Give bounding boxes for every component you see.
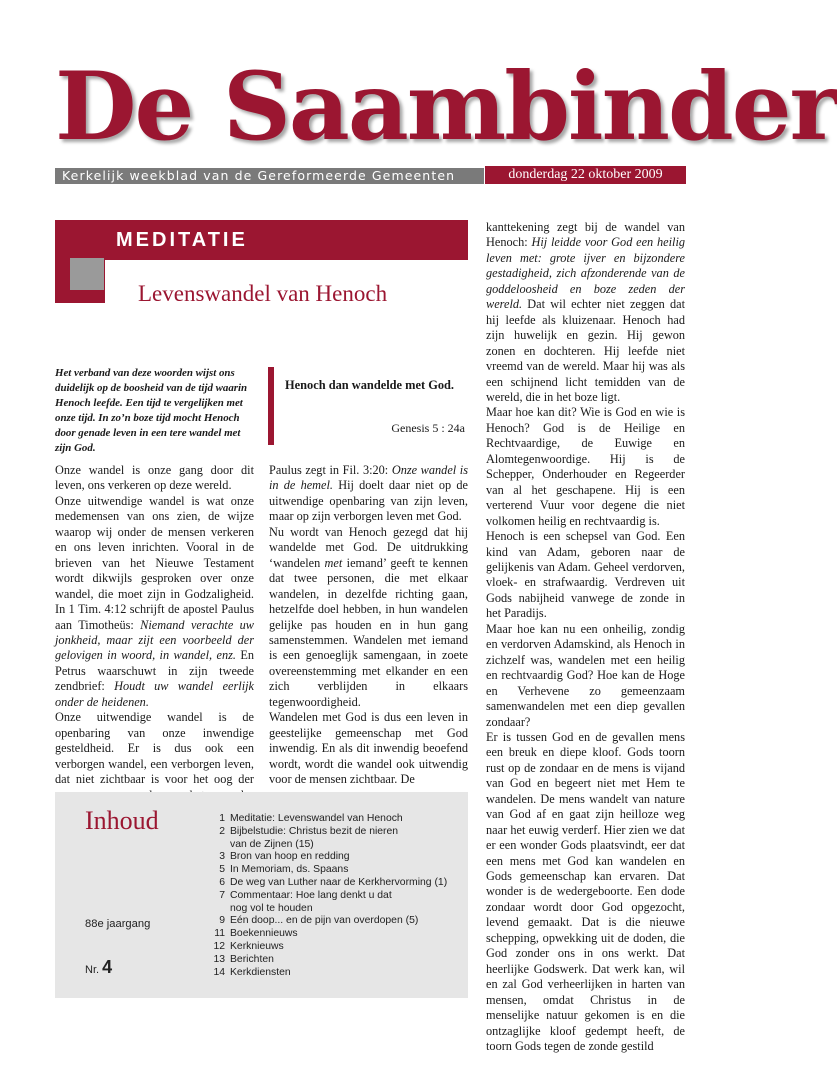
italic-quote-text: Onze wandel is in de hemel.: [269, 463, 468, 493]
contents-item-text: Bron van hoop en redding: [230, 851, 350, 863]
contents-item-text: Boekennieuws: [230, 928, 298, 940]
issue-number: [85, 957, 112, 978]
contents-item: [212, 813, 462, 826]
issue-number-label: Nr.: [85, 964, 100, 976]
issue-number-value: 4: [102, 957, 113, 977]
contents-page-number: 2: [219, 825, 225, 837]
italic-quote-text: met: [324, 555, 343, 570]
italic-quote-text: Houdt uw wandel eerlijk onder de heidenen.: [55, 679, 254, 709]
contents-page-number: 11: [214, 928, 225, 940]
body-paragraph: [486, 622, 685, 730]
article-title: Levenswandel van Henoch: [138, 281, 388, 306]
contents-page-number: 6: [219, 876, 225, 888]
contents-item-text: In Memoriam, ds. Spaans: [230, 864, 349, 876]
masthead-title: De Saambinder: [55, 52, 837, 162]
contents-item: [212, 826, 462, 852]
paragraph-text: Onze wandel is onze gang door dit leven, ons verkeren op deze wereld.: [55, 463, 254, 493]
body-column-1: [55, 463, 254, 818]
contents-item-text: Bijbelstudie: Christus bezit de nieren: [230, 825, 399, 837]
contents-item-text: Kerknieuws: [230, 940, 284, 952]
quote-accent-bar: [268, 367, 274, 445]
paragraph-text: Maar hoe kan nu een onheilig, zondig en verdorven Adamskind, als Henoch in zichzelf was, wandelen met een heilig en rechtvaardig God? Hoe kan de Hoge en Verhevene zo gemeenzaam samenwandelen met een diep gevallen zondaar?: [486, 621, 685, 729]
body-paragraph: [269, 463, 468, 525]
body-column-2: [269, 463, 468, 788]
contents-item: [212, 954, 462, 967]
paragraph-text: Onze uitwendige wandel is de openbaring van onze inwendige gesteldheid. Er is dus ook een verborgen wandel, een verborgen leven, dat niet zichtbaar is voor het oog der: [55, 710, 254, 787]
section-label: MEDITATIE: [116, 229, 248, 251]
paragraph-text: kanttekening zegt bij de wandel van Henoch:: [486, 220, 685, 250]
decor-square-grey: [70, 258, 104, 290]
paragraph-text: En Petrus waarschuwt in zijn tweede zendbrief:: [55, 648, 254, 694]
paragraph-text: Paulus zegt in Fil. 3:20:: [269, 463, 392, 477]
paragraph-text: Henoch is een schepsel van God. Een kind van Adam, geboren naar de gelijkenis van Adam. Geheel verdorven, vloek- en strafwaardig. Verdreven uit Gods nabijheid vanwege de zonde in het Paradijs.: [486, 529, 685, 621]
body-paragraph: [486, 405, 685, 529]
contents-item-text: Meditatie: Levenswandel van Henoch: [230, 813, 403, 824]
paragraph-text: Wandelen met God is dus een leven in geestelijke gemeenschap met God inwendig. En als dit inwendig beoefend wordt, wordt die wandel ook uitwendig voor de mensen zichtbaar. De: [269, 710, 468, 787]
contents-item-text: De weg van Luther naar de Kerkhervorming (1): [230, 876, 448, 888]
contents-item: [212, 864, 462, 877]
contents-page-number: 5: [219, 864, 225, 876]
contents-item: [212, 890, 462, 916]
scripture-quote: Henoch dan wandelde met God.: [285, 378, 455, 392]
body-paragraph: [486, 529, 685, 622]
contents-page-number: 13: [213, 953, 225, 965]
contents-page-number: 14: [213, 966, 225, 978]
contents-list: [212, 813, 462, 979]
contents-item: [212, 928, 462, 941]
body-column-3: [486, 220, 685, 1054]
paragraph-text: Onze uitwendige wandel is wat onze medemensen van ons zien, de wijze waarop wij onder de mensen verkeren en ons leven inrichten. Vooral in de brieven van het Nieuwe Testament wordt dikwijls gesproken over onze wandel, die moet zijn in Godzaligheid. In 1 Tim. 4:12 schrijft de apostel Paulus aan Timotheüs:: [55, 493, 254, 632]
contents-item-text: Commentaar: Hoe lang denkt u dat: [230, 889, 392, 901]
paragraph-text: iemand’ geeft te kennen dat twee personen, die met elkaar wandelen, in dezelfde richting gaan, hetzelfde doel hebben, in hun wandelen gelijke pas houden en in hun gang samenstemmen. Wandelen met iemand is een genoeglijk samengaan, in zoete overeenstemming met elkander en een zich verblijden in elkaars tegenwoordigheid.: [269, 555, 468, 709]
issue-date: donderdag 22 oktober 2009: [508, 167, 663, 182]
paragraph-text: Er is tussen God en de gevallen mens een breuk en diepe kloof. Gods toorn rust op de zondaar en de mens is vijand van God en begeert niet met Hem te wandelen. De mens wandelt van nature van God af en gaat zijn heilloze weg naar het euwig verderf. Hier zien we dat er een wonder Gods plaatsvindt, eer dat een mens met God kan wandelen en Gods gemeenschap kan ervaren. Dat wonder is de wedergeboorte. Een dode zondaar wordt door God opgezocht, levend gemaakt. Dat is die nieuwe schepping, opwekking uit de doden, die God zonder ons in ons werkt. Dat heerlijke Godswerk. Dat werk kan, wil en zal God verheerlijken in harten van mensen, omdat Christus in de menselijke natuur gekomen is en die ontzaglijke kloof gedempt heeft, de toorn Gods tegen de zonde gestild: [486, 729, 685, 1054]
scripture-reference: Genesis 5 : 24a: [391, 421, 465, 435]
contents-page-number: 9: [219, 915, 225, 927]
contents-item: [212, 851, 462, 864]
masthead-subtitle: Kerkelijk weekblad van de Gereformeerde Gemeenten: [62, 168, 456, 183]
paragraph-text: Nu wordt van Henoch gezegd dat hij wandelde met God. De uitdrukking ‘wandelen: [269, 524, 468, 570]
body-paragraph: [55, 494, 254, 710]
paragraph-text: Dat wil echter niet zeggen dat hij leefde als kluizenaar. Henoch had zijn huwelijk en gezin. Hij gewon zonen en dochteren. Hij leefde niet vreemd van de wereld. Maar hij was als een schijnend licht temidden van de wereld, die in het boze ligt.: [486, 297, 685, 404]
contents-item: [212, 915, 462, 928]
contents-title: Inhoud: [85, 806, 159, 835]
volume-year: 88e jaargang: [85, 918, 151, 930]
italic-quote-text: Niemand verachte uw jonkheid, maar zijt een voorbeeld der gelovigen in woord, in wandel, enz.: [55, 617, 254, 663]
contents-page-number: 1: [219, 813, 225, 824]
body-paragraph: [486, 220, 685, 405]
paragraph-text: Maar hoe kan dit? Wie is God en wie is Henoch? God is de Heilige en Rechtvaardige, de Euwige en Alomtegenwoordige. Hij is de Schepper, Onderhouder en Regeerder van al het geschapene. Hij is een verterend Vuur voor degene die niet volkomen heilig en rechtvaardig is.: [486, 405, 685, 528]
contents-item-text: Kerkdiensten: [230, 966, 291, 978]
contents-item-text: van de Zijnen (15): [230, 838, 314, 850]
contents-item-text: Eén doop... en de pijn van overdopen (5): [230, 915, 419, 927]
contents-item: [212, 941, 462, 954]
contents-item: [212, 877, 462, 890]
contents-item-text: Berichten: [230, 953, 274, 965]
body-paragraph: [55, 463, 254, 494]
contents-page-number: 3: [219, 851, 225, 863]
paragraph-text: Hij doelt daar niet op de uitwendige openbaring van zijn leven, maar op zijn verborgen leven met God.: [269, 478, 469, 524]
body-paragraph: [269, 525, 468, 710]
contents-page-number: 7: [219, 889, 225, 901]
contents-page-number: 12: [213, 940, 225, 952]
body-paragraph: [486, 730, 685, 1055]
contents-item-text: nog vol te houden: [230, 902, 313, 914]
article-intro: Het verband van deze woorden wijst ons duidelijk op de boosheid van de tijd waarin Henoch leefde. Een tijd te vergelijken met onze tijd. In zo’n boze tijd mocht Henoch door genade leven in een tere wandel met zijn God.: [55, 367, 248, 454]
contents-item: [212, 967, 462, 980]
italic-quote-text: Hij leidde voor God een heilig leven met: grote ijver en bijzondere gestadigheid, zich afzonderende van de goddeloosheid en boze zeden der wereld.: [486, 235, 686, 312]
body-paragraph: [269, 710, 468, 787]
